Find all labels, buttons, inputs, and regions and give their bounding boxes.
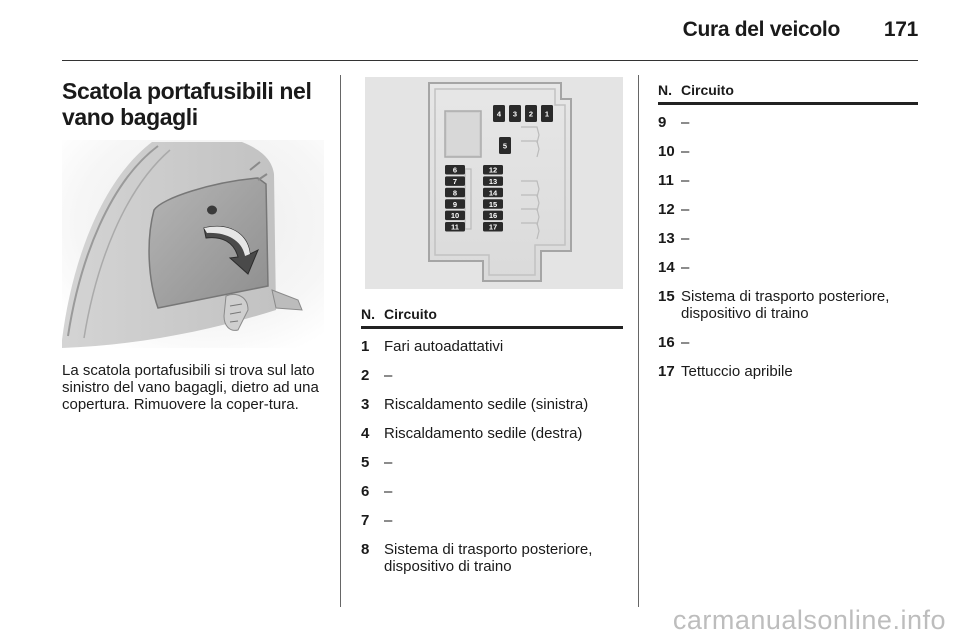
table-row xyxy=(658,114,918,135)
fuse-number: 1 xyxy=(361,338,370,355)
trunk-fuse-cover-illustration xyxy=(62,140,324,348)
table-row xyxy=(361,396,623,417)
header-number: N. xyxy=(658,82,672,98)
table-row xyxy=(658,201,918,222)
fuse-label: 7 xyxy=(452,176,458,186)
table-row xyxy=(361,454,623,475)
fuse-label: 6 xyxy=(452,165,458,175)
table-row xyxy=(361,338,623,359)
table-header xyxy=(658,82,918,105)
fuse-circuit: – xyxy=(681,259,690,276)
fuse-label: 15 xyxy=(488,199,498,209)
fuse-circuit: – xyxy=(681,334,690,351)
fuse-circuit: – xyxy=(681,201,690,218)
table-row xyxy=(658,288,918,326)
fuse-circuit: – xyxy=(681,143,690,160)
fuse-table-left xyxy=(361,306,623,587)
header-circuit: Circuito xyxy=(384,306,437,322)
fuse-number: 15 xyxy=(658,288,675,305)
fuse-circuit: Fari autoadattativi xyxy=(384,338,504,355)
fuse-number: 16 xyxy=(658,334,675,351)
fuse-number: 4 xyxy=(361,425,370,442)
table-row xyxy=(658,334,918,355)
fuse-number: 8 xyxy=(361,541,370,558)
section-description: La scatola portafusibili si trova sul lato sinistro del vano bagagli, dietro ad una copertura. Rimuovere la coper-tura. xyxy=(62,362,319,413)
fuse-label: 16 xyxy=(488,211,498,221)
fuse-circuit: Tettuccio apribile xyxy=(681,363,793,380)
fuse-number: 11 xyxy=(658,172,674,189)
table-row xyxy=(361,483,623,504)
header-number: N. xyxy=(361,306,375,322)
fuse-number: 7 xyxy=(361,512,370,529)
table-row xyxy=(658,230,918,251)
fuse-label: 12 xyxy=(488,165,498,175)
table-row xyxy=(361,512,623,533)
fuse-table-right xyxy=(658,82,918,392)
fuse-circuit: – xyxy=(384,483,393,500)
watermark: carmanualsonline.info xyxy=(672,605,946,635)
fuse-label: 9 xyxy=(452,199,458,209)
fuse-number: 14 xyxy=(658,259,675,276)
fuse-circuit: – xyxy=(384,454,393,471)
fuse-number: 10 xyxy=(658,143,675,160)
column-separator xyxy=(638,75,639,607)
fuse-label: 11 xyxy=(451,222,459,232)
fuse-label: 13 xyxy=(488,176,498,186)
header-circuit: Circuito xyxy=(681,82,734,98)
fuse-middle xyxy=(499,137,511,154)
fuse-number: 6 xyxy=(361,483,370,500)
column-separator xyxy=(340,75,341,607)
header-rule xyxy=(62,60,918,61)
fuse-number: 5 xyxy=(361,454,370,471)
table-row xyxy=(658,143,918,164)
fuse-label: 4 xyxy=(496,109,502,119)
table-row xyxy=(361,541,623,579)
fuse-number: 3 xyxy=(361,396,370,413)
fuse-number: 9 xyxy=(658,114,667,131)
fuse-circuit: Riscaldamento sedile (sinistra) xyxy=(384,396,589,413)
fuse-number: 2 xyxy=(361,367,370,384)
fuse-label: 17 xyxy=(488,222,498,232)
fuse-circuit: – xyxy=(384,512,393,529)
fuse-circuit: Sistema di trasporto posteriore, dispositivo di traino xyxy=(384,541,593,575)
fuse-label: 1 xyxy=(544,109,550,119)
section-title: Scatola portafusibili nel vano bagagli xyxy=(62,78,312,130)
fuse-label: 5 xyxy=(502,141,508,151)
page-number: 171 xyxy=(883,18,918,41)
header-title: Cura del veicolo xyxy=(682,18,840,41)
table-row xyxy=(658,259,918,280)
fuse-number: 13 xyxy=(658,230,675,247)
fuse-circuit: – xyxy=(681,172,690,189)
fuse-label: 8 xyxy=(452,188,458,198)
fuse-number: 17 xyxy=(658,363,675,380)
fuse-circuit: – xyxy=(681,230,690,247)
fuse-circuit: Riscaldamento sedile (destra) xyxy=(384,425,583,442)
fuse-circuit: Sistema di trasporto posteriore, dispositivo di traino xyxy=(681,288,890,322)
table-row xyxy=(361,367,623,388)
fuse-circuit: – xyxy=(384,367,393,384)
fuse-label: 10 xyxy=(450,211,460,221)
table-row xyxy=(658,172,918,193)
fuse-label: 14 xyxy=(488,188,498,198)
table-header xyxy=(361,306,623,329)
fuse-number: 12 xyxy=(658,201,675,218)
fuse-label: 2 xyxy=(528,109,534,119)
table-row xyxy=(658,363,918,384)
fuse-label: 3 xyxy=(512,109,518,119)
fuse-box-diagram xyxy=(365,77,623,289)
fuse-circuit: – xyxy=(681,114,690,131)
table-row xyxy=(361,425,623,446)
